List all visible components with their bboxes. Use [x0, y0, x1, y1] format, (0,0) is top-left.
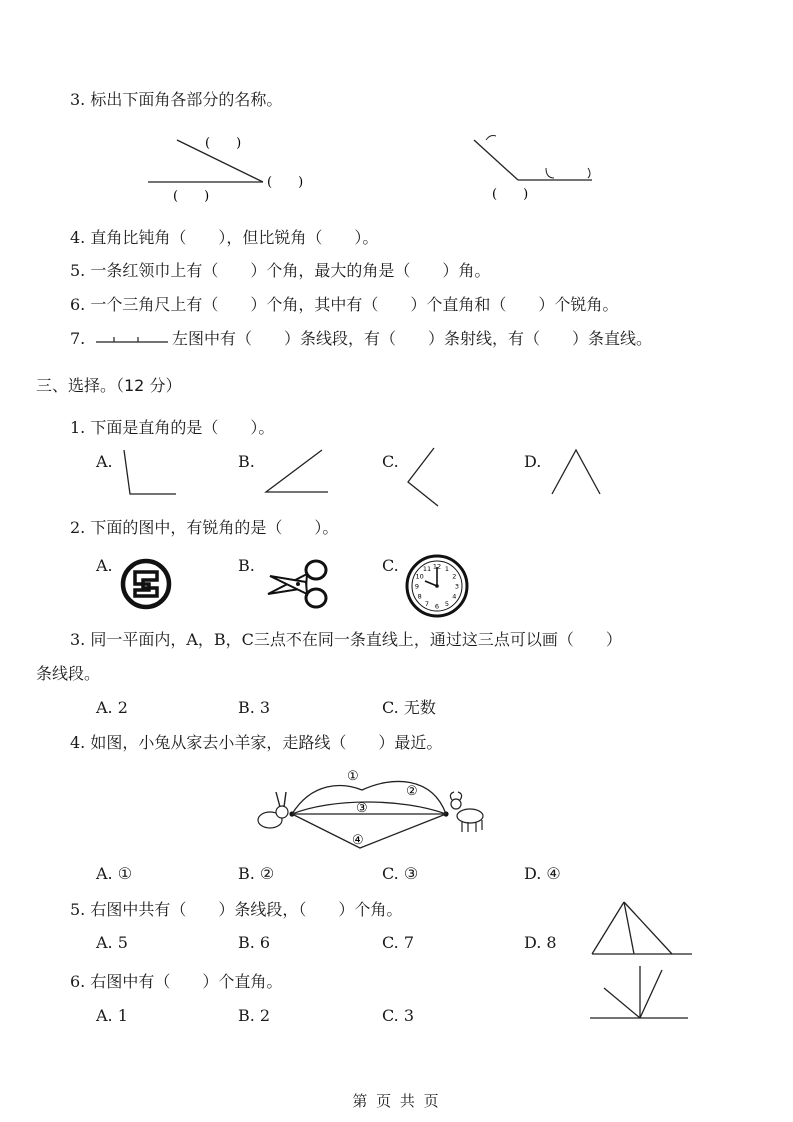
- clock-number: 4: [452, 592, 457, 601]
- q3-angle-figure-1: [145, 130, 325, 210]
- c4-text: 4. 如图，小兔从家去小羊家，走路线（ ）最近。: [70, 733, 443, 752]
- c4-option-a[interactable]: A. ①: [96, 864, 133, 883]
- c2-text: 2. 下面的图中，有锐角的是（ ）。: [70, 518, 339, 537]
- c6-option-c[interactable]: C. 3: [382, 1006, 415, 1025]
- c1-figure-c: [404, 446, 444, 510]
- q3-angle-figure-2: [470, 128, 610, 210]
- c2-option-a[interactable]: A.: [96, 556, 113, 575]
- q3-text: 3. 标出下面角各部分的名称。: [70, 90, 283, 109]
- c5-option-a[interactable]: A. 5: [96, 933, 128, 952]
- c6-option-b[interactable]: B. 2: [238, 1006, 271, 1025]
- c3-line2: 条线段。: [36, 664, 101, 683]
- clock-number: 11: [422, 565, 432, 574]
- c5-triangle-figure: [588, 898, 698, 958]
- c4-option-d[interactable]: D. ④: [524, 864, 561, 883]
- c1-figure-b: [262, 448, 332, 498]
- c5-option-d[interactable]: D. 8: [524, 933, 557, 952]
- c4-route-figure: [252, 762, 492, 858]
- c6-option-a[interactable]: A. 1: [96, 1006, 128, 1025]
- q3-paren-side: ( ): [205, 136, 242, 151]
- c1-option-b[interactable]: B.: [238, 452, 255, 471]
- q3-paren-vertex: ( ): [267, 175, 304, 190]
- c1-option-a[interactable]: A.: [96, 452, 113, 471]
- route-3-label: ③: [356, 801, 368, 816]
- clock-number: 8: [417, 592, 422, 601]
- clock-icon: [404, 553, 470, 619]
- section3-heading: 三、选择。（12 分）: [36, 376, 182, 395]
- c3-line1: 3. 同一平面内，A，B，C三点不在同一条直线上，通过这三点可以画（ ）: [70, 630, 622, 649]
- c4-option-b[interactable]: B. ②: [238, 864, 275, 883]
- q3-paren-bottom: ( ): [492, 187, 529, 202]
- q5-text: 5. 一条红领巾上有（ ）个角，最大的角是（ ）角。: [70, 261, 491, 280]
- c3-option-b[interactable]: B. 3: [238, 698, 271, 717]
- route-4-label: ④: [352, 833, 364, 848]
- c6-rays-figure: [588, 964, 692, 1024]
- page-footer: 第 页 共 页: [352, 1092, 441, 1110]
- q7-number: 7.: [70, 329, 86, 348]
- c1-option-c[interactable]: C.: [382, 452, 399, 471]
- clock-number: 10: [415, 572, 424, 581]
- c5-option-c[interactable]: C. 7: [382, 933, 415, 952]
- q3-paren-base: ( ): [173, 189, 210, 204]
- c1-figure-d: [548, 446, 604, 498]
- clock-number: 3: [454, 582, 460, 591]
- clock-number: 5: [444, 599, 450, 608]
- route-2-label: ②: [406, 784, 418, 799]
- clock-number: 1: [444, 565, 450, 574]
- c5-option-b[interactable]: B. 6: [238, 933, 271, 952]
- scissors-icon: [262, 554, 334, 612]
- q6-text: 6. 一个三角尺上有（ ）个角，其中有（ ）个直角和（ ）个锐角。: [70, 295, 619, 314]
- clock-number: 7: [424, 599, 430, 608]
- coin-emblem-icon: [120, 558, 172, 610]
- c2-option-b[interactable]: B.: [238, 556, 255, 575]
- c6-text: 6. 右图中有（ ）个直角。: [70, 972, 283, 991]
- q7-text: 左图中有（ ）条线段，有（ ）条射线，有（ ）条直线。: [172, 329, 653, 348]
- c1-option-d[interactable]: D.: [524, 452, 542, 471]
- clock-number: 2: [452, 572, 457, 581]
- c2-option-c[interactable]: C.: [382, 556, 399, 575]
- c5-text: 5. 右图中共有（ ）条线段，（ ）个角。: [70, 900, 403, 919]
- q7-line-figure: [94, 333, 170, 347]
- c3-option-c[interactable]: C. 无数: [382, 698, 436, 717]
- c3-option-a[interactable]: A. 2: [96, 698, 128, 717]
- goat-icon: [450, 792, 483, 832]
- c4-option-c[interactable]: C. ③: [382, 864, 419, 883]
- c1-text: 1. 下面是直角的是（ ）。: [70, 418, 275, 437]
- clock-number: 6: [434, 602, 440, 611]
- rabbit-icon: [258, 792, 288, 828]
- clock-number: 9: [414, 582, 420, 591]
- q4-text: 4. 直角比钝角（ ），但比锐角（ ）。: [70, 228, 379, 247]
- c1-figure-a: [118, 448, 180, 498]
- clock-number: 12: [432, 562, 442, 571]
- route-1-label: ①: [347, 769, 359, 784]
